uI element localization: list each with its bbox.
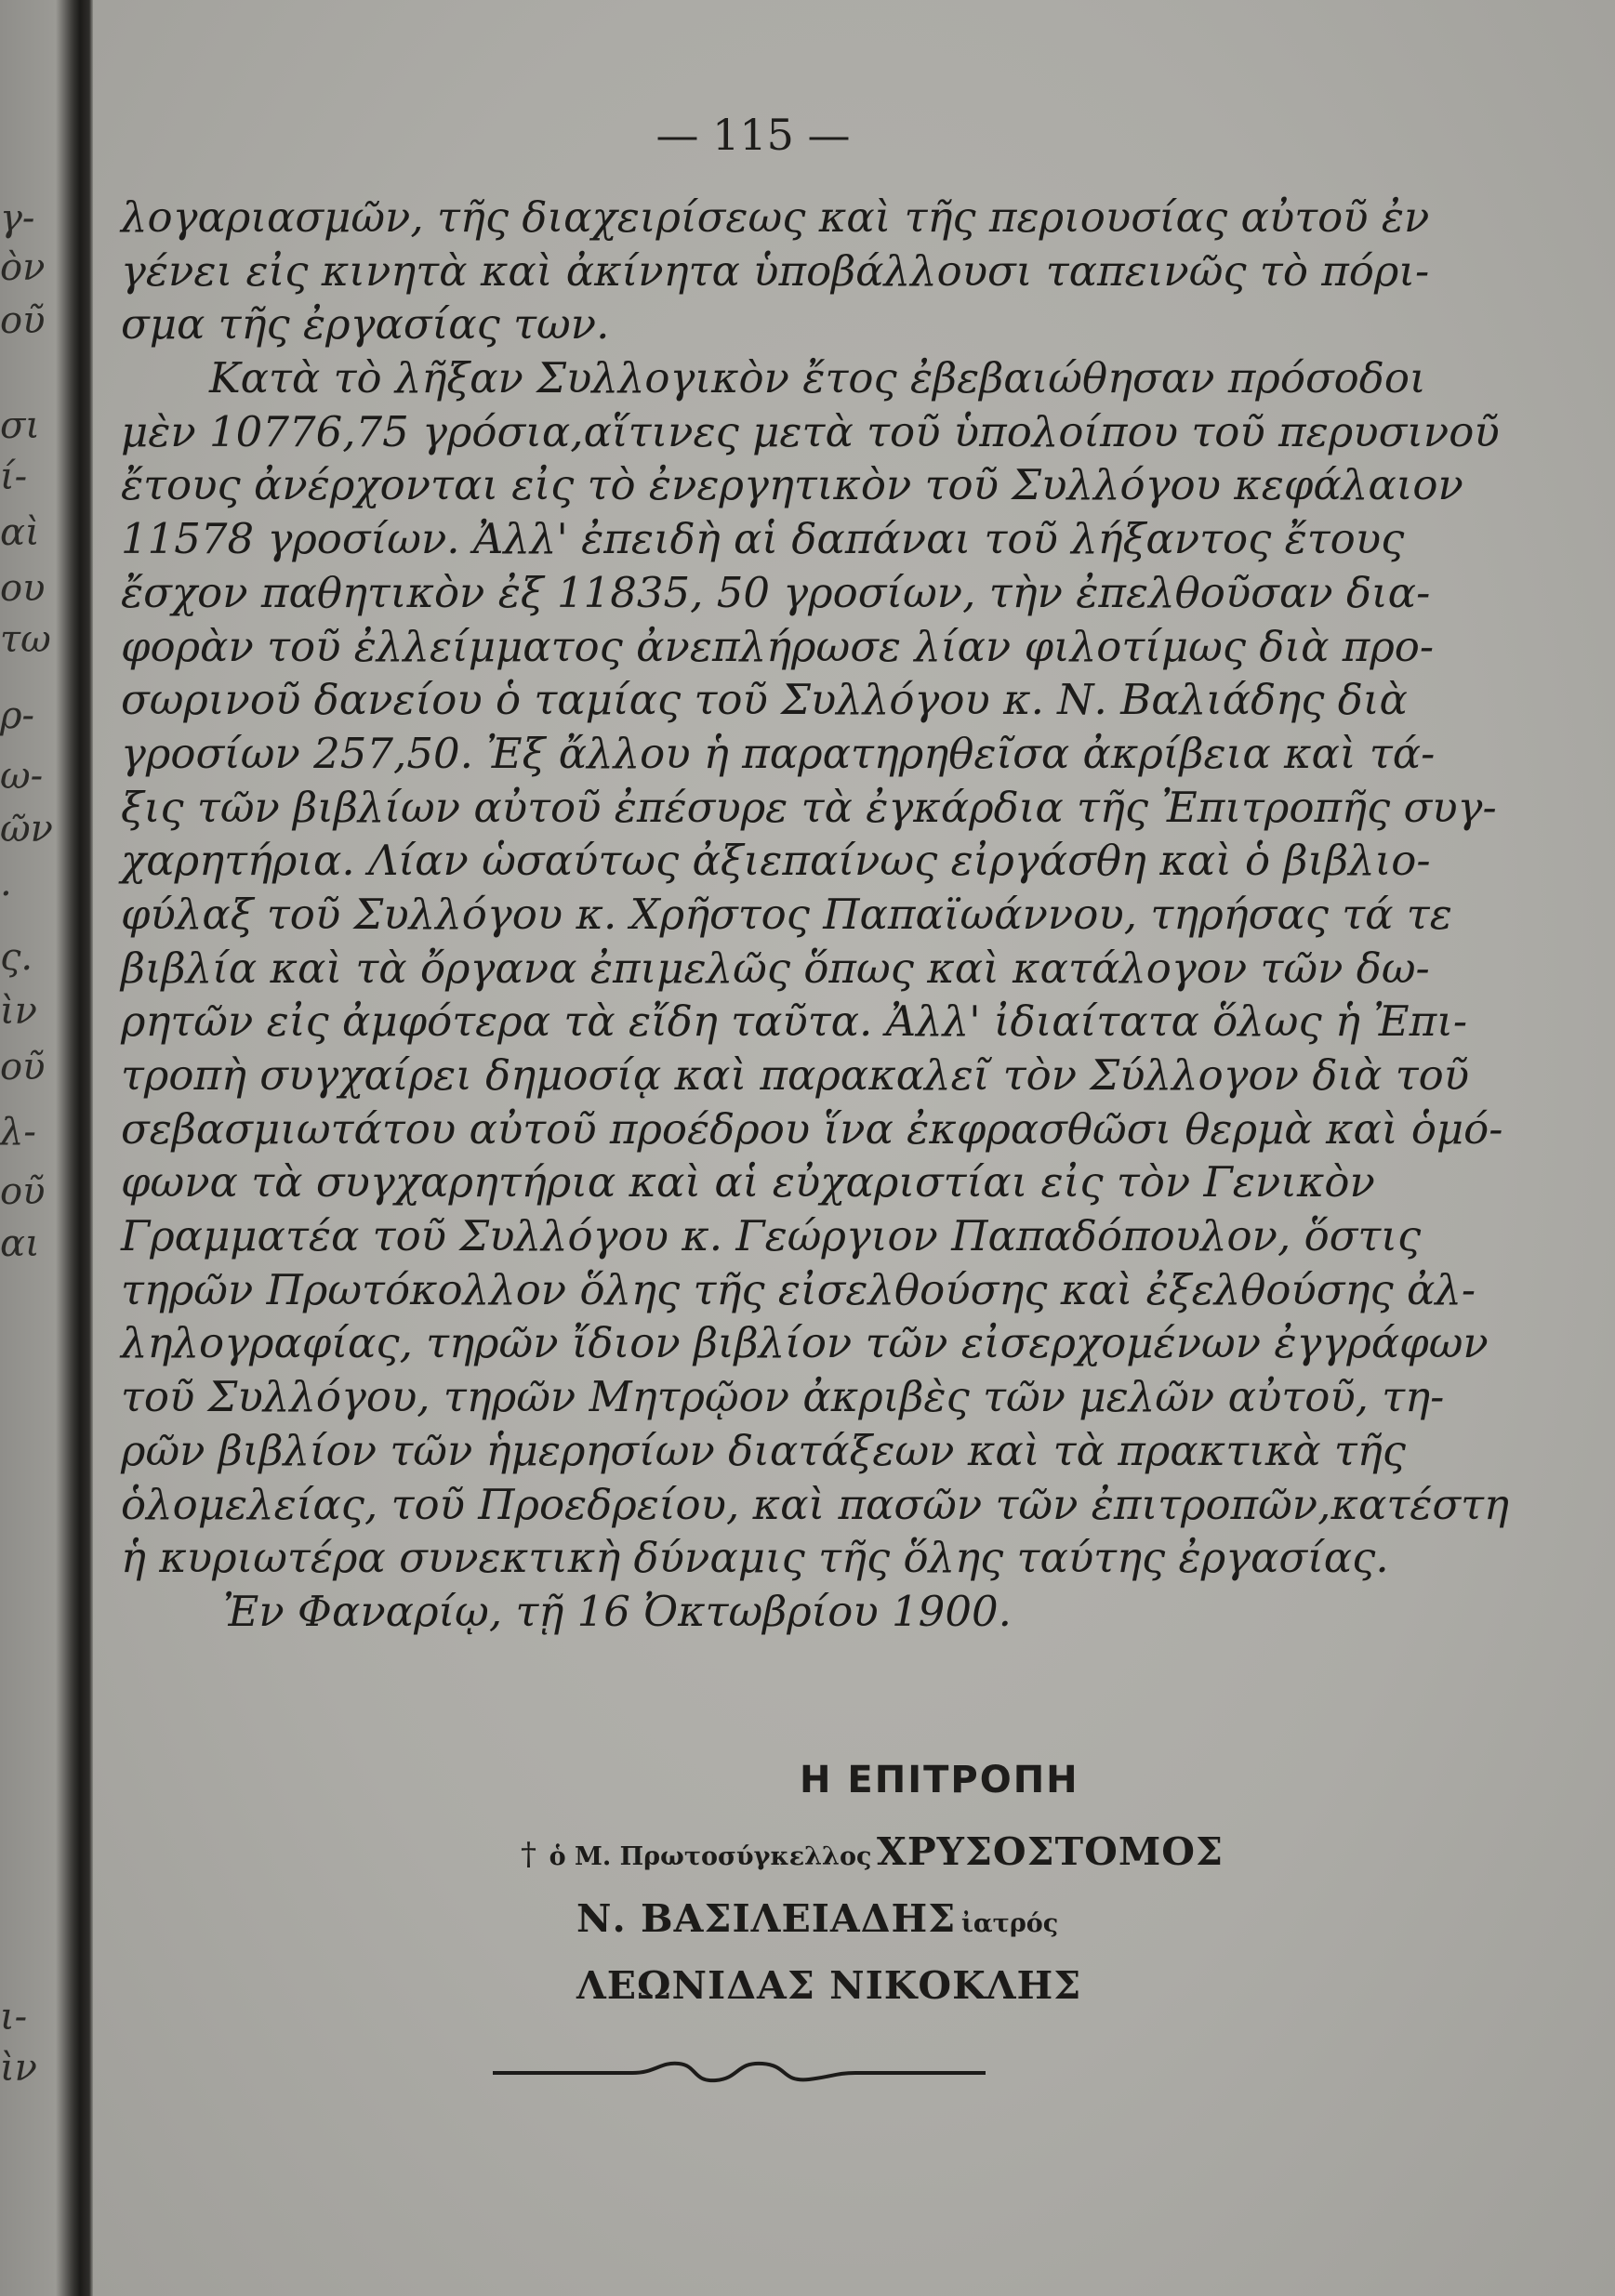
margin-fragment: οῦ: [0, 299, 46, 342]
text-line: σωρινοῦ δανείου ὁ ταμίας τοῦ Συλλόγου κ. Ν. Βαλιάδης διὰ: [121, 675, 1408, 725]
margin-fragment: ου: [0, 567, 46, 610]
margin-fragment: γ-: [0, 197, 35, 240]
text-line: φωνα τὰ συγχαρητήρια καὶ αἱ εὐχαριστίαι εἰς τὸν Γενικὸν: [121, 1157, 1375, 1207]
margin-fragment: ω-: [0, 755, 44, 798]
margin-fragment: ί-: [0, 455, 28, 498]
text-line: γροσίων 257,50. Ἐξ ἄλλου ἡ παρατηρηθεῖσα ἀκρίβεια καὶ τά-: [121, 728, 1436, 778]
cross-icon: †: [521, 1836, 536, 1873]
text-line: τροπὴ συγχαίρει δημοσίᾳ καὶ παρακαλεῖ τὸν Σύλλογον διὰ τοῦ: [121, 1050, 1470, 1100]
text-line: ὁλομελείας, τοῦ Προεδρείου, καὶ πασῶν τῶν ἐπιτροπῶν,κατέστη: [121, 1479, 1509, 1529]
ornamental-rule: [493, 2054, 986, 2091]
signatory-name: Ν. ΒΑΣΙΛΕΙΑΔΗΣ: [576, 1896, 957, 1941]
signatory-vasileiadis: [576, 1896, 1058, 1941]
margin-fragment: .: [0, 862, 12, 904]
body-text: [121, 191, 1509, 1639]
margin-fragment: ὶν: [0, 990, 37, 1033]
margin-fragment: τω: [0, 618, 51, 661]
text-line: ἡ κυριωτέρα συνεκτικὴ δύναμις τῆς ὅλης ταύτης ἐργασίας.: [121, 1533, 1389, 1583]
text-line: φύλαξ τοῦ Συλλόγου κ. Χρῆστος Παπαϊωάννου, τηρήσας τά τε: [121, 889, 1452, 939]
signatory-chrysostomos: [521, 1829, 1224, 1874]
signatory-name: ΧΡΥΣΟΣΤΟΜΟΣ: [877, 1829, 1224, 1874]
text-line: σεβασμιωτάτου αὐτοῦ προέδρου ἵνα ἐκφρασθῶσι θερμὰ καὶ ὁμό-: [121, 1103, 1503, 1154]
margin-fragment: οῦ: [0, 1170, 46, 1213]
text-line: ἔσχον παθητικὸν ἐξ 11835, 50 γροσίων, τὴν ἐπελθοῦσαν δια-: [121, 567, 1431, 617]
text-line: ληλογραφίας, τηρῶν ἴδιον βιβλίον τῶν εἰσερχομένων ἐγγράφων: [121, 1318, 1489, 1368]
margin-fragment: ς.: [0, 936, 33, 979]
margin-fragment: ρ-: [0, 694, 35, 737]
text-line: ξις τῶν βιβλίων αὐτοῦ ἐπέσυρε τὰ ἐγκάρδια τῆς Ἐπιτροπῆς συγ-: [121, 782, 1497, 832]
text-line: ρῶν βιβλίον τῶν ἡμερησίων διατάξεων καὶ τὰ πρακτικὰ τῆς: [121, 1425, 1406, 1475]
margin-fragment: ὸν: [0, 246, 46, 289]
text-line: τηρῶν Πρωτόκολλον ὅλης τῆς εἰσελθούσης καὶ ἐξελθούσης ἀλ-: [121, 1264, 1476, 1314]
text-line: τοῦ Συλλόγου, τηρῶν Μητρῷον ἀκριβὲς τῶν μελῶν αὐτοῦ, τη-: [121, 1372, 1445, 1422]
committee-title: Η ΕΠΙΤΡΟΠΗ: [800, 1759, 1079, 1801]
margin-fragment: σι: [0, 404, 40, 447]
margin-fragment: λ-: [0, 1111, 36, 1154]
signatory-prefix: ὁ Μ. Πρωτοσύγκελλος: [549, 1842, 872, 1871]
page-number: — 115 —: [655, 110, 851, 160]
text-line: Κατὰ τὸ λῆξαν Συλλογικὸν ἔτος ἐβεβαιώθησαν πρόσοδοι: [209, 353, 1426, 403]
text-line: 11578 γροσίων. Ἀλλ' ἐπειδὴ αἱ δαπάναι τοῦ λήξαντος ἔτους: [121, 514, 1405, 564]
text-line: ρητῶν εἰς ἀμφότερα τὰ εἴδη ταῦτα. Ἀλλ' ἰδιαίτατα ὅλως ἡ Ἐπι-: [121, 996, 1468, 1047]
text-line: σμα τῆς ἐργασίας των.: [121, 299, 610, 350]
text-line: φορὰν τοῦ ἐλλείμματος ἀνεπλήρωσε λίαν φιλοτίμως διὰ προ-: [121, 621, 1435, 671]
signatory-name: ΛΕΩΝΙΔΑΣ ΝΙΚΟΚΛΗΣ: [576, 1963, 1082, 2008]
text-line: βιβλία καὶ τὰ ὄργανα ἐπιμελῶς ὅπως καὶ κατάλογον τῶν δω-: [121, 943, 1430, 993]
margin-fragment: οῦ: [0, 1046, 46, 1089]
book-page: [93, 0, 1615, 2296]
text-line: λογαριασμῶν, τῆς διαχειρίσεως καὶ τῆς περιουσίας αὐτοῦ ἐν: [121, 192, 1430, 242]
text-line: γένει εἰς κινητὰ καὶ ἀκίνητα ὑποβάλλουσι ταπεινῶς τὸ πόρι-: [121, 245, 1430, 296]
text-line: ἔτους ἀνέρχονται εἰς τὸ ἐνεργητικὸν τοῦ Συλλόγου κεφάλαιον: [121, 460, 1463, 510]
margin-fragment: ῶν: [0, 808, 53, 851]
text-line: μὲν 10776,75 γρόσια,αἵτινες μετὰ τοῦ ὑπολοίπου τοῦ περυσινοῦ: [121, 406, 1500, 456]
margin-fragment: αι: [0, 1222, 40, 1265]
signatory-nikoklis: [576, 1963, 1081, 2008]
signatory-suffix: ἰατρός: [960, 1909, 1059, 1938]
margin-fragment: ι-: [0, 1996, 28, 2039]
margin-fragment: αὶ: [0, 511, 40, 554]
text-line: Γραμματέα τοῦ Συλλόγου κ. Γεώργιον Παπαδόπουλον, ὅστις: [121, 1211, 1422, 1261]
text-line: χαρητήρια. Λίαν ὡσαύτως ἀξιεπαίνως εἰργάσθη καὶ ὁ βιβλιο-: [121, 836, 1431, 886]
dateline: Ἐν Φαναρίῳ, τῇ 16 Ὀκτωβρίου 1900.: [223, 1586, 1012, 1636]
margin-fragment: ὶν: [0, 2047, 37, 2090]
